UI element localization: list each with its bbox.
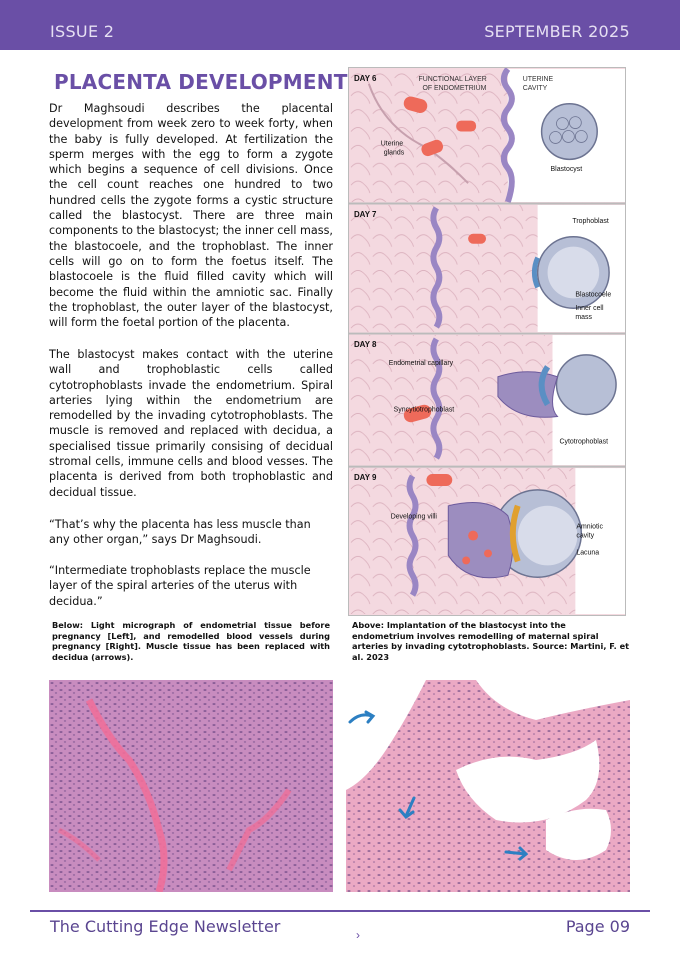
caption-micrographs: Below: Light micrograph of endometrial tissue before pregnancy [Left], and remodelled blood vessels during pregnancy [Right]. Muscle tissue has been replaced with decidua (arrows).: [52, 620, 330, 662]
article-title: PLACENTA DEVELOPMENT: [54, 70, 348, 94]
diagram-label: Trophoblast: [572, 217, 609, 225]
diagram-label: Endometrial capillary: [388, 359, 454, 367]
next-page-icon[interactable]: ›: [356, 928, 360, 942]
diagram-label: mass: [575, 314, 592, 322]
newsletter-name: The Cutting Edge Newsletter: [50, 917, 281, 936]
issue-label: ISSUE 2: [50, 22, 115, 41]
article-quote: “That’s why the placenta has less muscle than any other organ,” says Dr Maghsoudi.: [49, 518, 311, 547]
diagram-label: Inner cell: [575, 305, 604, 313]
header-bar: [0, 0, 680, 50]
day-7-label: DAY 7: [353, 209, 377, 219]
diagram-label: Developing villi: [390, 513, 437, 521]
panel-day-9: [349, 468, 625, 614]
diagram-label: Uterine: [380, 140, 404, 148]
issue-date: SEPTEMBER 2025: [484, 22, 630, 41]
diagram-label: Syncytiotrophoblast: [393, 406, 455, 414]
article-quote: “Intermediate trophoblasts replace the muscle layer of the spiral arteries of the uterus with decidua.”: [49, 564, 311, 608]
micrograph-during-pregnancy: [346, 680, 630, 892]
micrograph-before-pregnancy: [49, 680, 333, 892]
diagram-label: FUNCTIONAL LAYER: [418, 75, 487, 83]
diagram-label: glands: [383, 149, 405, 157]
diagram-label: CAVITY: [522, 84, 548, 92]
diagram-label: Cytotrophoblast: [559, 438, 609, 446]
diagram-label: Blastocoele: [575, 291, 612, 299]
article-paragraph: The blastocyst makes contact with the uterine wall and trophoblastic cells called cytotrophoblasts invade the endometrium. Spiral arteries lying within the endometrium are remodelled by the invading cytotrophoblasts. The muscle is removed and replaced with decidua, a specialised tissue primarily consising of decidual stromal cells, immune cells and blood vesses. The placenta is derived from both trophoblastic and decidual tissue.: [49, 348, 333, 499]
page-number: Page 09: [565, 917, 630, 936]
day-8-label: DAY 8: [353, 339, 377, 349]
diagram-label: Lacuna: [576, 549, 600, 557]
diagram-label: Blastocyst: [550, 166, 583, 174]
diagram-label: UTERINE: [522, 75, 554, 83]
panel-day-8: [349, 335, 625, 465]
implantation-diagram: [348, 67, 626, 616]
day-9-label: DAY 9: [353, 472, 377, 482]
day-6-label: DAY 6: [353, 73, 377, 83]
diagram-label: cavity: [576, 532, 595, 540]
article-paragraph: Dr Maghsoudi describes the placental development from week zero to week forty, when the baby is fully developed. At fertilization the sperm merges with the egg to form a zygote which begins a sequence of cell divisions. Once the cell count reaches one hundred to two hundred cells the zygote forms a cystic structure called the blastocyst. There are three main components to the blastocyst; the inner cell mass, the blastocoele, and the trophoblast. The inner cells will go on to form the foetus itself. The blastocoele is the fluid filled cavity which will become the fluid within the amniotic sac. Finally the trophoblast, the outer layer of the blastocyst, will form the foetal portion of the placenta.: [49, 102, 333, 330]
caption-diagram: Above: Implantation of the blastocyst into the endometrium involves remodelling of maternal spiral arteries by invading cytotrophoblasts. Source: Martini, F. et al. 2023: [352, 620, 630, 662]
footer-rule: [30, 910, 650, 912]
diagram-label: Amniotic: [576, 523, 603, 531]
panel-day-6: [349, 69, 625, 202]
diagram-label: OF ENDOMETRIUM: [422, 84, 487, 92]
